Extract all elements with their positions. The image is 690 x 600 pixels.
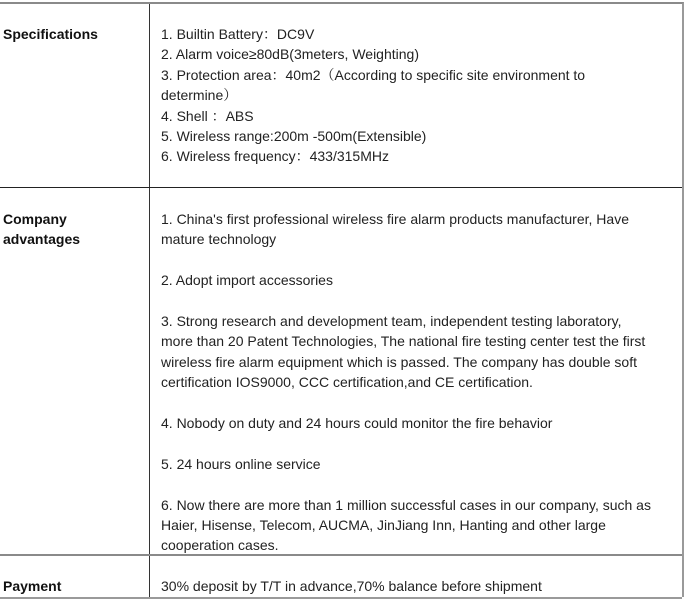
- advantage-line: mature technology: [161, 231, 277, 248]
- spec-line: 4. Shell ：ABS: [161, 107, 254, 124]
- spec-line: 2. Alarm voice≥80dB(3meters, Weighting): [161, 46, 419, 63]
- advantage-line: wireless fire alarm equipment which is passed. The company has double soft: [161, 353, 637, 370]
- column-divider: [149, 4, 150, 597]
- spec-line: determine）: [161, 87, 238, 104]
- spec-line: 1. Builtin Battery：DC9V: [161, 26, 315, 42]
- advantage-line: 1. China's first professional wireless fire alarm products manufacturer, Have: [161, 211, 629, 227]
- row-label-specifications: Specifications: [3, 26, 98, 42]
- label-line: Company: [3, 211, 67, 227]
- label-line: advantages: [3, 231, 81, 248]
- advantage-line: cooperation cases.: [161, 537, 279, 554]
- payment-cell: 30% deposit by T/T in advance,70% balance before shipment: [161, 578, 542, 594]
- company-advantages-cell: [161, 209, 681, 556]
- specifications-cell: [161, 24, 681, 167]
- spec-line: 5. Wireless range:200m -500m(Extensible): [161, 128, 427, 145]
- advantage-line: Haier, Hisense, Telecom, AUCMA, JinJiang Inn, Hanting and other large: [161, 517, 606, 534]
- spec-line: 6. Wireless frequency：433/315MHz: [161, 148, 389, 165]
- advantage-line: 4. Nobody on duty and 24 hours could monitor the fire behavior: [161, 415, 553, 432]
- advantage-line: more than 20 Patent Technologies, The national fire testing center test the first: [161, 333, 646, 350]
- row-divider: [0, 187, 682, 188]
- spec-table: [0, 2, 684, 597]
- advantage-line: 5. 24 hours online service: [161, 455, 321, 472]
- spec-line: 3. Protection area：40m2（According to specific site environment to: [161, 66, 586, 83]
- advantage-line: 3. Strong research and development team, independent testing laboratory,: [161, 313, 622, 329]
- row-label-payment: Payment: [3, 578, 62, 594]
- table-bottom-border: [0, 597, 682, 599]
- row-label-company-advantages: [3, 209, 80, 250]
- advantage-line: 6. Now there are more than 1 million successful cases in our company, such as: [161, 496, 651, 513]
- advantage-line: certification IOS9000, CCC certification,and CE certification.: [161, 374, 533, 391]
- advantage-line: 2. Adopt import accessories: [161, 272, 333, 289]
